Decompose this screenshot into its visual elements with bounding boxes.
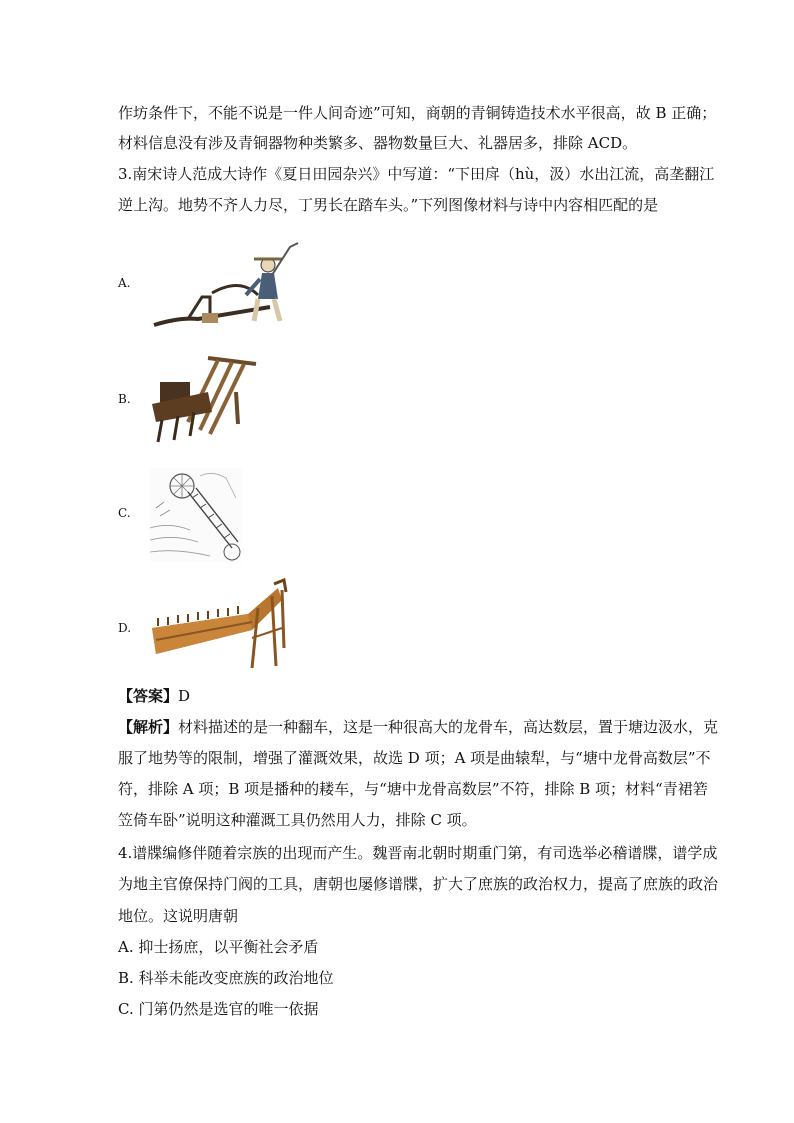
q3-option-d-label: D. [118, 621, 132, 635]
q4-stem-line-1: 4.谱牒编修伴随着宗族的出现而产生。魏晋南北朝时期重门第，有司选举必稽谱牒，谱学成 [118, 844, 718, 862]
q4-option-c: C. 门第仍然是选官的唯一依据 [118, 1000, 319, 1018]
q3-analysis-line-1 [118, 717, 718, 737]
q3-option-c-label: C. [118, 506, 131, 520]
dragon-bone-waterwheel [148, 578, 288, 670]
q3-stem-line-1: 3.南宋诗人范成大诗作《夏日田园杂兴》中写道：“下田戽（hù，汲）水出江流，高垄翻江 [118, 165, 715, 183]
q4-stem-line-3: 地位。这说明唐朝 [118, 907, 239, 925]
q4-option-a: A. 抑士扬庶，以平衡社会矛盾 [118, 938, 319, 956]
q3-analysis-line-3: 符，排除 A 项；B 项是播种的耧车，与“塘中龙骨高数层”不符，排除 B 项；材料“青裙箬 [118, 780, 708, 798]
q3-option-a-label: A. [118, 276, 131, 290]
answer-tag: 【答案】 [118, 687, 179, 705]
waterwheel-sketch [150, 468, 242, 562]
prev-analysis-line-1: 作坊条件下，不能不说是一件人间奇迹”可知，商朝的青铜铸造技术水平很高，故 B 正确； [118, 104, 717, 122]
q4-option-b: B. 科举未能改变庶族的政治地位 [118, 969, 334, 987]
analysis-tag: 【解析】 [118, 718, 179, 736]
q3-answer [118, 686, 190, 706]
q3-analysis-line-4: 笠倚车卧”说明这种灌溉工具仍然用人力，排除 C 项。 [118, 811, 477, 829]
q3-analysis-line-2: 服了地势等的限制，增强了灌溉效果，故选 D 项；A 项是曲辕犁，与“塘中龙骨高数层”不 [118, 749, 711, 767]
plough-figure [150, 237, 302, 329]
q3-stem-line-2: 逆上沟。地势不齐人力尽，丁男长在踏车头。”下列图像材料与诗中内容相匹配的是 [118, 196, 659, 214]
q3-option-b-label: B. [118, 392, 131, 406]
answer-value: D [178, 687, 191, 705]
prev-analysis-line-2: 材料信息没有涉及青铜器物种类繁多、器物数量巨大、礼器居多，排除 ACD。 [118, 134, 638, 152]
seed-drill-figure [148, 352, 260, 444]
q4-stem-line-2: 为地主官僚保持门阀的工具，唐朝也屡修谱牒，扩大了庶族的政治权力，提高了庶族的政治 [118, 875, 719, 893]
analysis-text-1: 材料描述的是一种翻车，这是一种很高大的龙骨车，高达数层，置于塘边汲水，克 [178, 718, 719, 736]
